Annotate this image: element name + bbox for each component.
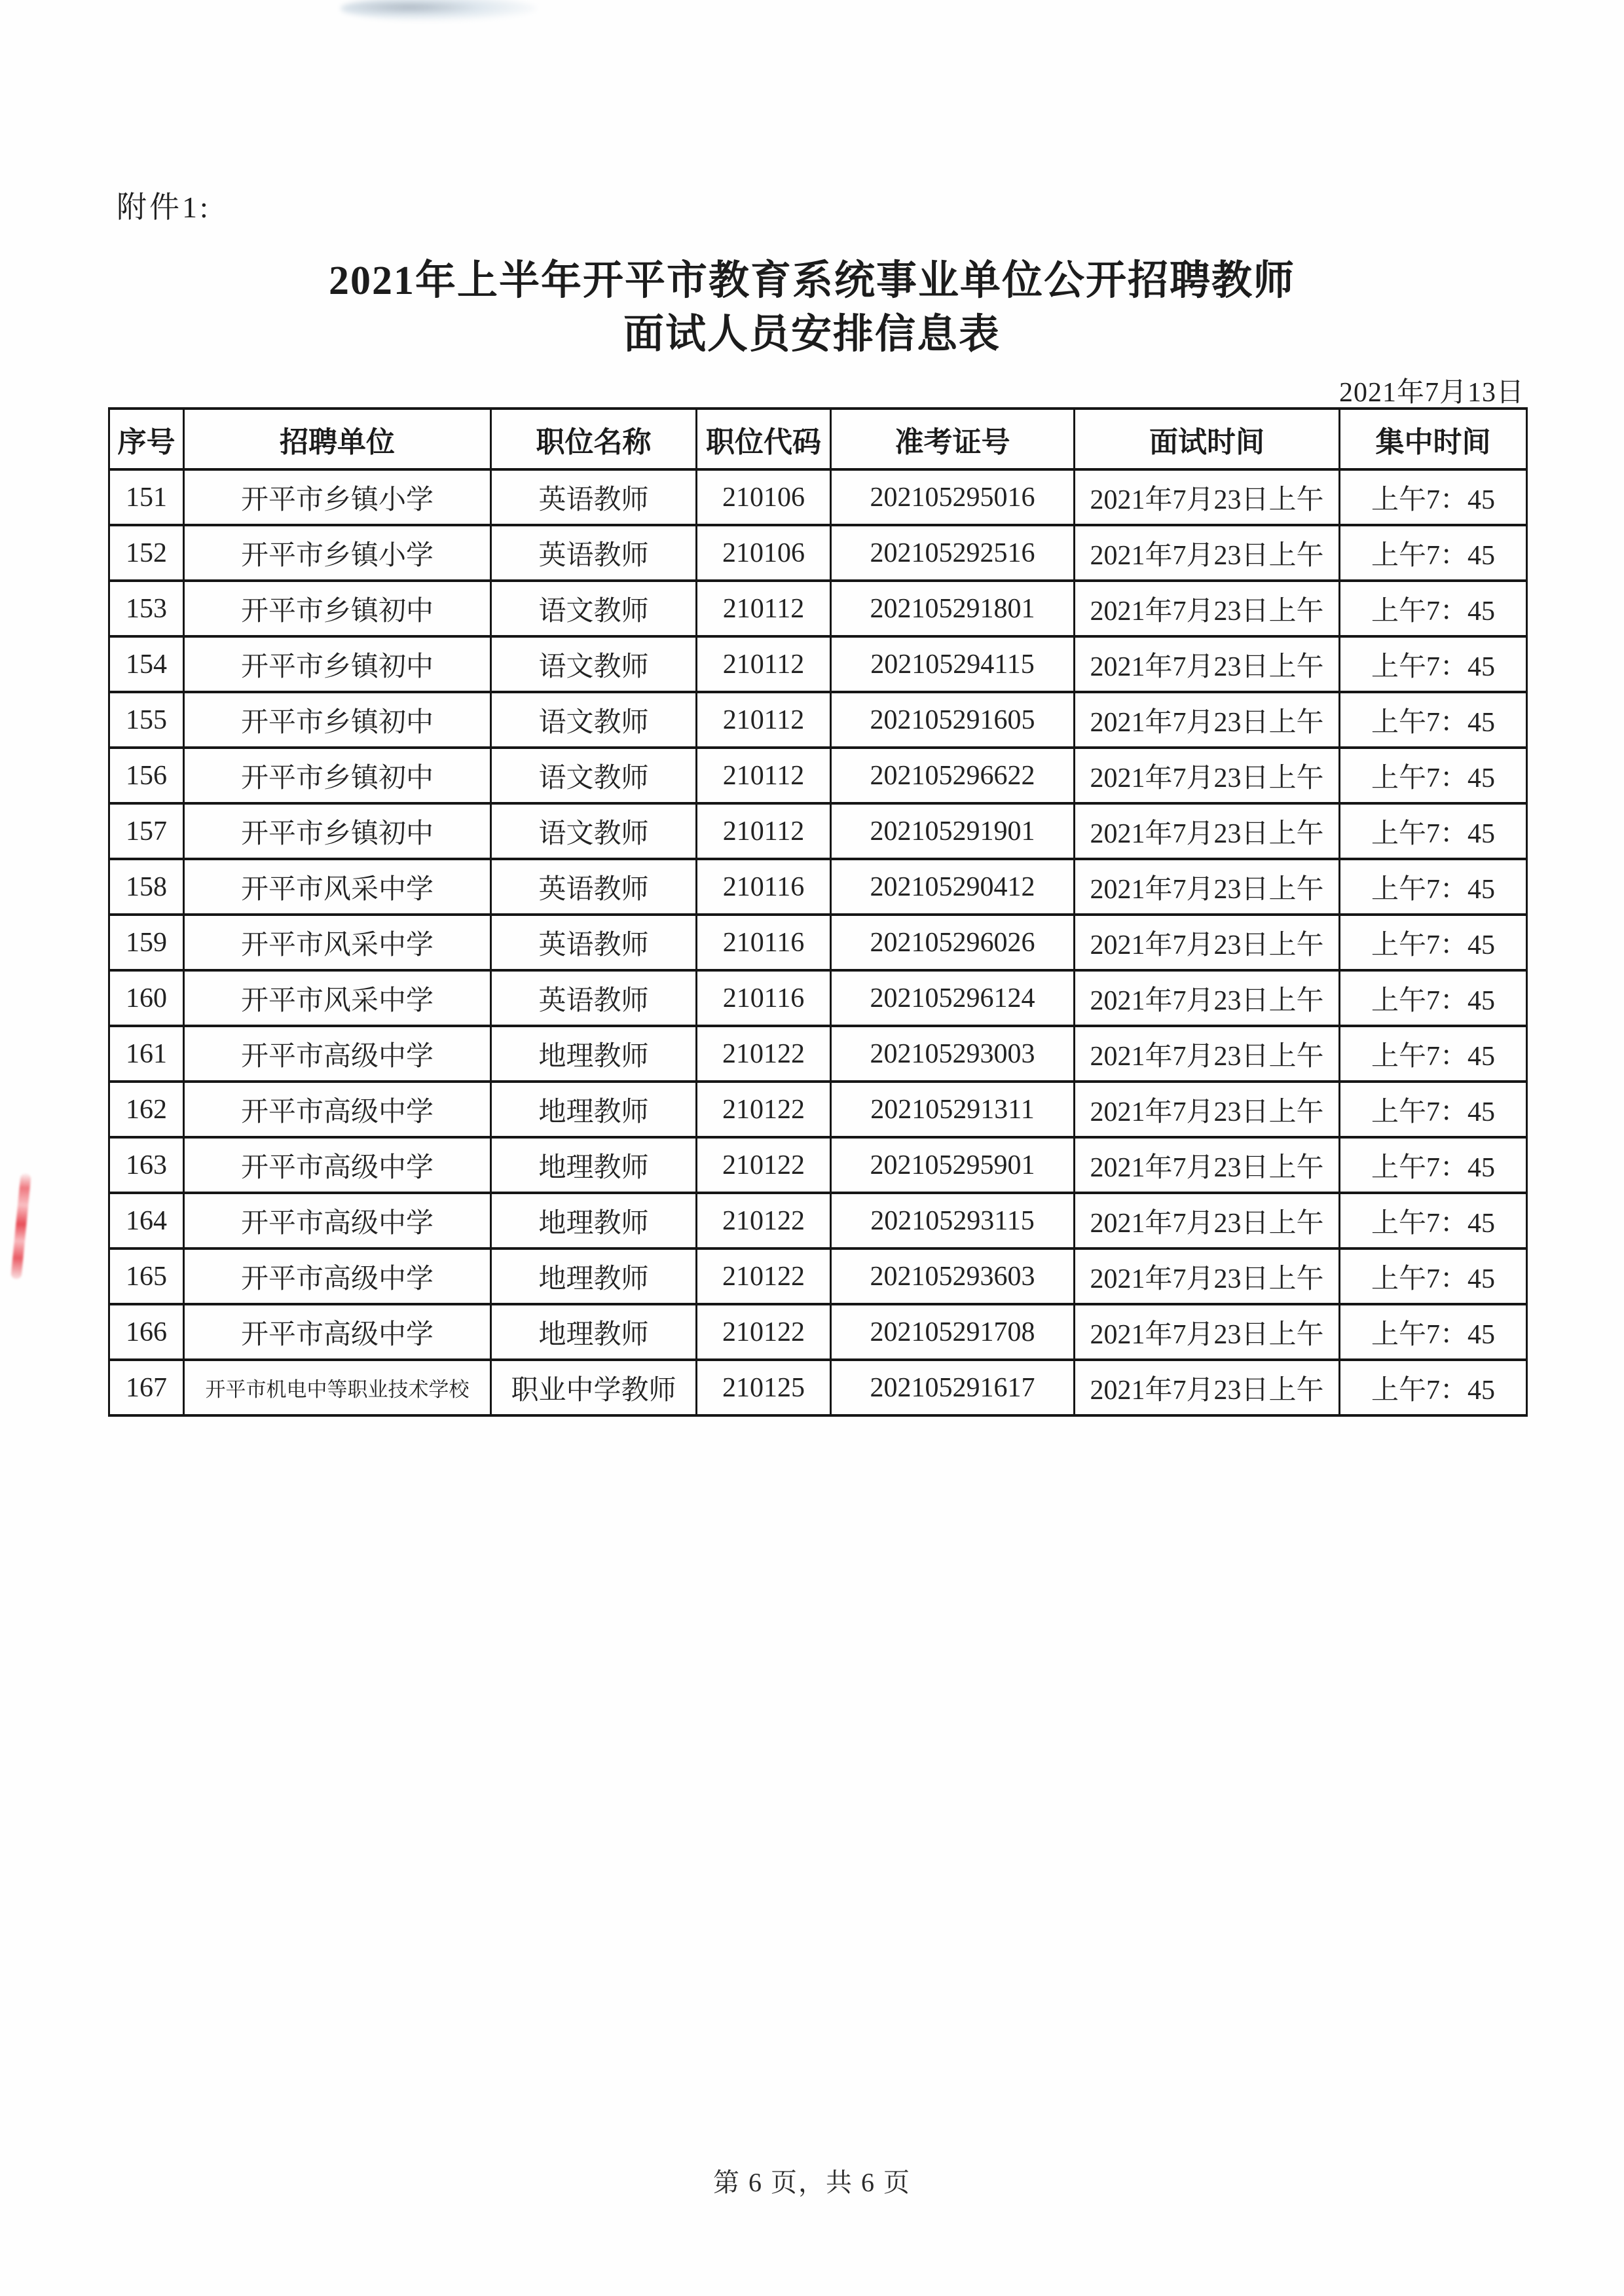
cell-position-code: 210122 [697, 1026, 831, 1082]
table-row [109, 859, 1527, 915]
cell-ticket-number: 202105291901 [831, 803, 1075, 859]
attachment-label: 附件1: [117, 191, 211, 224]
cell-assembly-time: 上午7：45 [1340, 636, 1527, 692]
cell-unit: 开平市乡镇初中 [184, 748, 491, 803]
cell-position: 地理教师 [491, 1082, 697, 1137]
cell-ticket-number: 202105291708 [831, 1304, 1075, 1360]
cell-interview-time: 2021年7月23日上午 [1075, 1193, 1340, 1248]
cell-assembly-time: 上午7：45 [1340, 748, 1527, 803]
cell-assembly-time: 上午7：45 [1340, 525, 1527, 581]
cell-seq: 156 [109, 748, 184, 803]
cell-interview-time: 2021年7月23日上午 [1075, 525, 1340, 581]
cell-interview-time: 2021年7月23日上午 [1075, 469, 1340, 525]
cell-position: 地理教师 [491, 1026, 697, 1082]
cell-ticket-number: 202105294115 [831, 636, 1075, 692]
table-row [109, 1304, 1527, 1360]
cell-seq: 164 [109, 1193, 184, 1248]
cell-assembly-time: 上午7：45 [1340, 915, 1527, 970]
table-row [109, 581, 1527, 636]
cell-position-code: 210106 [697, 525, 831, 581]
cell-position-code: 210112 [697, 692, 831, 748]
cell-ticket-number: 202105290412 [831, 859, 1075, 915]
cell-position-code: 210122 [697, 1137, 831, 1193]
table-row [109, 1193, 1527, 1248]
table-row [109, 748, 1527, 803]
cell-position-code: 210116 [697, 859, 831, 915]
table-row [109, 1137, 1527, 1193]
table-row [109, 692, 1527, 748]
document-title-line2: 面试人员安排信息表 [623, 312, 1001, 357]
cell-position-code: 210112 [697, 803, 831, 859]
cell-interview-time: 2021年7月23日上午 [1075, 1137, 1340, 1193]
cell-position: 职业中学教师 [491, 1360, 697, 1415]
cell-seq: 152 [109, 525, 184, 581]
cell-interview-time: 2021年7月23日上午 [1075, 636, 1340, 692]
table-row [109, 1248, 1527, 1304]
cell-ticket-number: 202105296124 [831, 970, 1075, 1026]
cell-ticket-number: 202105291605 [831, 692, 1075, 748]
table-row [109, 636, 1527, 692]
table-header-row [109, 409, 1527, 469]
table-row [109, 1082, 1527, 1137]
cell-ticket-number: 202105293003 [831, 1026, 1075, 1082]
cell-assembly-time: 上午7：45 [1340, 1026, 1527, 1082]
header-interview-time: 面试时间 [1075, 409, 1340, 469]
red-pen-edge-mark [10, 1173, 31, 1280]
cell-position-code: 210112 [697, 748, 831, 803]
cell-position: 地理教师 [491, 1193, 697, 1248]
cell-unit: 开平市乡镇初中 [184, 692, 491, 748]
cell-unit: 开平市风采中学 [184, 915, 491, 970]
cell-seq: 158 [109, 859, 184, 915]
header-ticket-number: 准考证号 [831, 409, 1075, 469]
cell-interview-time: 2021年7月23日上午 [1075, 915, 1340, 970]
cell-assembly-time: 上午7：45 [1340, 581, 1527, 636]
cell-position-code: 210112 [697, 636, 831, 692]
cell-interview-time: 2021年7月23日上午 [1075, 1360, 1340, 1415]
table-header [109, 409, 1527, 469]
cell-position-code: 210116 [697, 970, 831, 1026]
cell-seq: 157 [109, 803, 184, 859]
cell-seq: 167 [109, 1360, 184, 1415]
cell-position: 英语教师 [491, 469, 697, 525]
cell-position-code: 210122 [697, 1304, 831, 1360]
cell-interview-time: 2021年7月23日上午 [1075, 1026, 1340, 1082]
header-seq: 序号 [109, 409, 184, 469]
cell-assembly-time: 上午7：45 [1340, 1137, 1527, 1193]
cell-interview-time: 2021年7月23日上午 [1075, 970, 1340, 1026]
cell-assembly-time: 上午7：45 [1340, 859, 1527, 915]
cell-seq: 151 [109, 469, 184, 525]
cell-seq: 160 [109, 970, 184, 1026]
cell-seq: 159 [109, 915, 184, 970]
cell-interview-time: 2021年7月23日上午 [1075, 859, 1340, 915]
cell-interview-time: 2021年7月23日上午 [1075, 803, 1340, 859]
cell-unit: 开平市高级中学 [184, 1082, 491, 1137]
cell-assembly-time: 上午7：45 [1340, 1248, 1527, 1304]
cell-assembly-time: 上午7：45 [1340, 1193, 1527, 1248]
cell-position: 地理教师 [491, 1137, 697, 1193]
cell-ticket-number: 202105295016 [831, 469, 1075, 525]
cell-ticket-number: 202105293115 [831, 1193, 1075, 1248]
header-assembly-time: 集中时间 [1340, 409, 1527, 469]
cell-ticket-number: 202105291311 [831, 1082, 1075, 1137]
scan-smudge-artifact [341, 0, 537, 21]
cell-assembly-time: 上午7：45 [1340, 1360, 1527, 1415]
table-row [109, 1026, 1527, 1082]
cell-assembly-time: 上午7：45 [1340, 469, 1527, 525]
cell-unit: 开平市高级中学 [184, 1248, 491, 1304]
cell-assembly-time: 上午7：45 [1340, 1082, 1527, 1137]
interview-schedule-table [108, 407, 1528, 1417]
cell-interview-time: 2021年7月23日上午 [1075, 1304, 1340, 1360]
cell-assembly-time: 上午7：45 [1340, 970, 1527, 1026]
cell-position-code: 210116 [697, 915, 831, 970]
cell-unit: 开平市乡镇初中 [184, 636, 491, 692]
cell-seq: 154 [109, 636, 184, 692]
table-row [109, 915, 1527, 970]
cell-ticket-number: 202105295901 [831, 1137, 1075, 1193]
header-unit: 招聘单位 [184, 409, 491, 469]
cell-assembly-time: 上午7：45 [1340, 1304, 1527, 1360]
cell-seq: 166 [109, 1304, 184, 1360]
cell-unit: 开平市机电中等职业技术学校 [184, 1360, 491, 1415]
table-body [109, 469, 1527, 1415]
cell-position: 英语教师 [491, 970, 697, 1026]
cell-unit: 开平市高级中学 [184, 1193, 491, 1248]
cell-interview-time: 2021年7月23日上午 [1075, 692, 1340, 748]
cell-position-code: 210122 [697, 1193, 831, 1248]
cell-interview-time: 2021年7月23日上午 [1075, 1082, 1340, 1137]
cell-position-code: 210122 [697, 1248, 831, 1304]
cell-position: 地理教师 [491, 1248, 697, 1304]
table-row [109, 1360, 1527, 1415]
cell-interview-time: 2021年7月23日上午 [1075, 581, 1340, 636]
cell-position: 语文教师 [491, 581, 697, 636]
cell-assembly-time: 上午7：45 [1340, 803, 1527, 859]
cell-unit: 开平市乡镇初中 [184, 581, 491, 636]
cell-seq: 165 [109, 1248, 184, 1304]
document-title-line1: 2021年上半年开平市教育系统事业单位公开招聘教师 [328, 259, 1295, 303]
cell-ticket-number: 202105292516 [831, 525, 1075, 581]
cell-unit: 开平市高级中学 [184, 1137, 491, 1193]
cell-position: 英语教师 [491, 525, 697, 581]
table-row [109, 469, 1527, 525]
cell-unit: 开平市风采中学 [184, 970, 491, 1026]
table-row [109, 803, 1527, 859]
header-position: 职位名称 [491, 409, 697, 469]
cell-unit: 开平市乡镇小学 [184, 469, 491, 525]
cell-position: 英语教师 [491, 915, 697, 970]
cell-position: 地理教师 [491, 1304, 697, 1360]
cell-assembly-time: 上午7：45 [1340, 692, 1527, 748]
cell-unit: 开平市乡镇初中 [184, 803, 491, 859]
cell-seq: 163 [109, 1137, 184, 1193]
cell-position: 语文教师 [491, 692, 697, 748]
header-position-code: 职位代码 [697, 409, 831, 469]
cell-position: 语文教师 [491, 803, 697, 859]
cell-unit: 开平市高级中学 [184, 1304, 491, 1360]
document-date: 2021年7月13日 [1338, 378, 1524, 408]
cell-interview-time: 2021年7月23日上午 [1075, 1248, 1340, 1304]
cell-unit: 开平市高级中学 [184, 1026, 491, 1082]
cell-position-code: 210106 [697, 469, 831, 525]
cell-position: 语文教师 [491, 636, 697, 692]
cell-ticket-number: 202105291617 [831, 1360, 1075, 1415]
cell-ticket-number: 202105296026 [831, 915, 1075, 970]
cell-position-code: 210125 [697, 1360, 831, 1415]
cell-ticket-number: 202105296622 [831, 748, 1075, 803]
cell-unit: 开平市乡镇小学 [184, 525, 491, 581]
cell-seq: 162 [109, 1082, 184, 1137]
cell-seq: 153 [109, 581, 184, 636]
document-title [0, 254, 1624, 361]
cell-interview-time: 2021年7月23日上午 [1075, 748, 1340, 803]
table-row [109, 970, 1527, 1026]
cell-ticket-number: 202105293603 [831, 1248, 1075, 1304]
page-number-footer: 第 6 页，共 6 页 [713, 2168, 911, 2197]
cell-seq: 161 [109, 1026, 184, 1082]
cell-seq: 155 [109, 692, 184, 748]
cell-position-code: 210112 [697, 581, 831, 636]
cell-position-code: 210122 [697, 1082, 831, 1137]
cell-position: 语文教师 [491, 748, 697, 803]
cell-position: 英语教师 [491, 859, 697, 915]
table-row [109, 525, 1527, 581]
cell-ticket-number: 202105291801 [831, 581, 1075, 636]
cell-unit: 开平市风采中学 [184, 859, 491, 915]
